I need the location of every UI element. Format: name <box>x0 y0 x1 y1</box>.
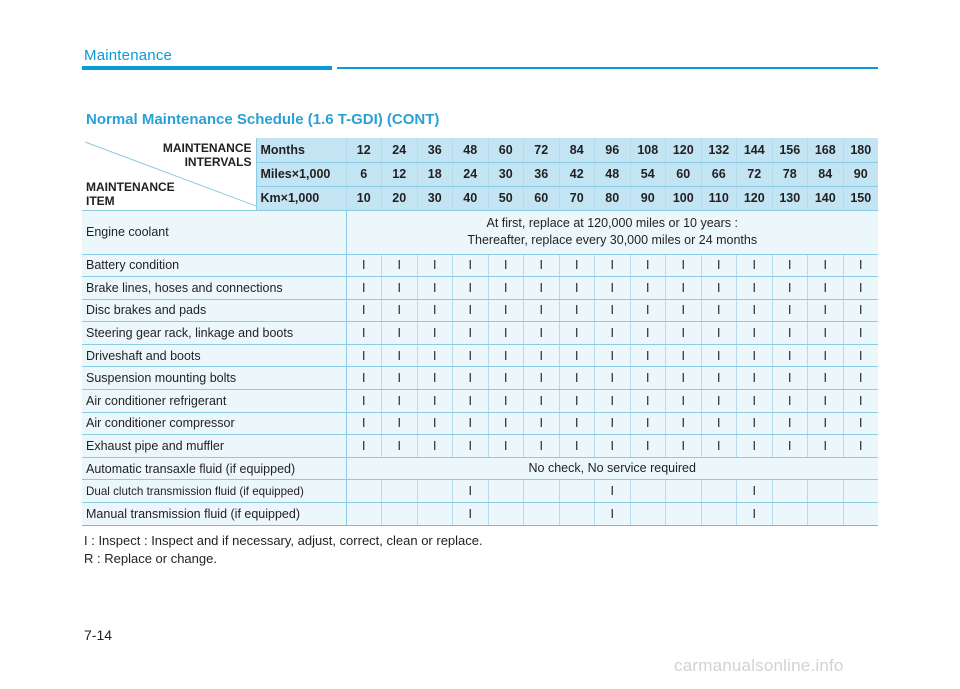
schedule-cell: I <box>595 277 631 300</box>
schedule-cell: I <box>808 322 844 345</box>
schedule-cell: I <box>453 480 489 503</box>
interval-value: 60 <box>666 162 702 186</box>
schedule-cell: I <box>630 254 666 277</box>
schedule-cell: I <box>559 390 595 413</box>
schedule-cell: I <box>666 390 702 413</box>
corner-top-line2: INTERVALS <box>184 155 252 169</box>
header-rule-thick <box>82 66 332 70</box>
interval-value: 66 <box>701 162 737 186</box>
schedule-cell: I <box>559 277 595 300</box>
interval-value: 36 <box>524 162 560 186</box>
interval-value: 10 <box>346 186 382 210</box>
interval-value: 100 <box>666 186 702 210</box>
schedule-cell: I <box>737 322 773 345</box>
schedule-cell: I <box>772 299 808 322</box>
schedule-cell: I <box>453 322 489 345</box>
schedule-cell: I <box>382 390 418 413</box>
schedule-cell: I <box>559 254 595 277</box>
interval-value: 72 <box>737 162 773 186</box>
schedule-cell: I <box>843 277 878 300</box>
schedule-cell: I <box>453 412 489 435</box>
schedule-cell: I <box>524 277 560 300</box>
table-row <box>82 210 878 254</box>
schedule-cell: I <box>595 503 631 526</box>
schedule-cell: I <box>488 435 524 458</box>
legend-inspect: I : Inspect : Inspect and if necessary, adjust, correct, clean or replace. <box>84 533 483 548</box>
schedule-cell: I <box>382 412 418 435</box>
schedule-cell <box>346 503 382 526</box>
interval-value: 6 <box>346 162 382 186</box>
schedule-cell: I <box>808 254 844 277</box>
table-row <box>82 503 878 526</box>
schedule-cell: I <box>666 277 702 300</box>
schedule-cell: I <box>346 322 382 345</box>
schedule-cell <box>488 480 524 503</box>
schedule-cell: I <box>701 344 737 367</box>
maintenance-item-label: Automatic transaxle fluid (if equipped) <box>82 457 346 480</box>
schedule-cell: I <box>417 390 453 413</box>
schedule-cell: I <box>346 254 382 277</box>
schedule-cell <box>701 503 737 526</box>
interval-value: 36 <box>417 138 453 162</box>
schedule-cell: I <box>737 412 773 435</box>
interval-value: 48 <box>595 162 631 186</box>
interval-value: 80 <box>595 186 631 210</box>
schedule-cell: I <box>843 390 878 413</box>
interval-value: 90 <box>630 186 666 210</box>
interval-value: 110 <box>701 186 737 210</box>
interval-value: 78 <box>772 162 808 186</box>
schedule-cell: I <box>808 390 844 413</box>
table-row <box>82 277 878 300</box>
schedule-cell: I <box>843 344 878 367</box>
maintenance-item-label: Steering gear rack, linkage and boots <box>82 322 346 345</box>
schedule-cell <box>417 480 453 503</box>
header-rule-thin <box>337 67 878 69</box>
schedule-cell: I <box>417 412 453 435</box>
schedule-cell: I <box>382 435 418 458</box>
maintenance-item-label: Air conditioner compressor <box>82 412 346 435</box>
schedule-cell: I <box>666 299 702 322</box>
interval-value: 20 <box>382 186 418 210</box>
schedule-cell: I <box>630 435 666 458</box>
schedule-cell: I <box>808 412 844 435</box>
table-row <box>82 435 878 458</box>
schedule-cell: I <box>701 390 737 413</box>
interval-unit-miles: Miles×1,000 <box>256 162 346 186</box>
table-row <box>82 344 878 367</box>
schedule-cell: I <box>346 435 382 458</box>
interval-value: 120 <box>666 138 702 162</box>
schedule-cell: I <box>595 344 631 367</box>
interval-value: 24 <box>382 138 418 162</box>
schedule-cell: I <box>630 299 666 322</box>
schedule-cell: I <box>701 435 737 458</box>
schedule-cell: I <box>559 299 595 322</box>
schedule-cell: I <box>737 254 773 277</box>
interval-value: 144 <box>737 138 773 162</box>
schedule-cell <box>524 480 560 503</box>
schedule-cell <box>382 480 418 503</box>
schedule-note-line2: Thereafter, replace every 30,000 miles or 24 months <box>467 233 758 247</box>
schedule-cell: I <box>843 435 878 458</box>
schedule-cell <box>666 503 702 526</box>
interval-value: 40 <box>453 186 489 210</box>
interval-row-months <box>82 138 878 162</box>
interval-value: 30 <box>417 186 453 210</box>
schedule-cell: I <box>382 344 418 367</box>
interval-value: 18 <box>417 162 453 186</box>
schedule-cell: I <box>772 390 808 413</box>
schedule-cell: I <box>843 367 878 390</box>
schedule-cell <box>843 480 878 503</box>
schedule-cell: I <box>737 344 773 367</box>
schedule-cell <box>630 503 666 526</box>
schedule-cell: I <box>524 322 560 345</box>
interval-value: 108 <box>630 138 666 162</box>
schedule-cell: I <box>524 367 560 390</box>
interval-unit-km: Km×1,000 <box>256 186 346 210</box>
schedule-cell: I <box>595 412 631 435</box>
schedule-cell: I <box>453 390 489 413</box>
schedule-cell: I <box>666 412 702 435</box>
schedule-cell: I <box>843 299 878 322</box>
corner-top-line1: MAINTENANCE <box>162 141 252 155</box>
schedule-cell: I <box>382 299 418 322</box>
schedule-cell: I <box>417 254 453 277</box>
schedule-cell: I <box>595 299 631 322</box>
schedule-cell: I <box>453 277 489 300</box>
interval-value: 168 <box>808 138 844 162</box>
schedule-cell: I <box>701 412 737 435</box>
schedule-cell: I <box>453 435 489 458</box>
schedule-cell: I <box>559 435 595 458</box>
header-corner-cell <box>82 138 256 210</box>
interval-value: 140 <box>808 186 844 210</box>
interval-unit-months: Months <box>256 138 346 162</box>
schedule-cell: I <box>843 322 878 345</box>
schedule-cell: I <box>808 344 844 367</box>
schedule-cell: I <box>701 254 737 277</box>
table-row <box>82 322 878 345</box>
interval-value: 70 <box>559 186 595 210</box>
schedule-cell <box>630 480 666 503</box>
schedule-cell: I <box>772 322 808 345</box>
schedule-cell <box>666 480 702 503</box>
schedule-cell: I <box>772 344 808 367</box>
schedule-cell: I <box>772 412 808 435</box>
schedule-cell: I <box>488 254 524 277</box>
schedule-cell: I <box>737 277 773 300</box>
schedule-cell: I <box>595 322 631 345</box>
schedule-cell: I <box>701 277 737 300</box>
schedule-cell: I <box>630 322 666 345</box>
schedule-cell: I <box>701 299 737 322</box>
table-row <box>82 457 878 480</box>
schedule-cell: I <box>559 367 595 390</box>
schedule-cell: I <box>417 344 453 367</box>
corner-bottom-line2: ITEM <box>86 194 115 208</box>
schedule-note <box>346 457 878 480</box>
schedule-cell <box>524 503 560 526</box>
schedule-cell: I <box>630 344 666 367</box>
schedule-cell: I <box>346 344 382 367</box>
legend-replace: R : Replace or change. <box>84 551 217 566</box>
schedule-cell: I <box>772 277 808 300</box>
schedule-cell: I <box>701 367 737 390</box>
schedule-cell: I <box>808 299 844 322</box>
schedule-cell: I <box>417 367 453 390</box>
maintenance-item-label: Air conditioner refrigerant <box>82 390 346 413</box>
schedule-cell: I <box>417 322 453 345</box>
schedule-cell: I <box>417 299 453 322</box>
maintenance-schedule-table <box>82 138 878 526</box>
schedule-cell: I <box>701 322 737 345</box>
schedule-cell: I <box>382 322 418 345</box>
schedule-cell: I <box>488 412 524 435</box>
schedule-cell <box>843 503 878 526</box>
schedule-cell: I <box>772 435 808 458</box>
maintenance-item-label: Engine coolant <box>82 210 346 254</box>
interval-value: 90 <box>843 162 878 186</box>
schedule-cell: I <box>524 390 560 413</box>
table-row <box>82 367 878 390</box>
table-row <box>82 390 878 413</box>
schedule-cell: I <box>488 277 524 300</box>
schedule-cell: I <box>630 367 666 390</box>
schedule-cell: I <box>595 367 631 390</box>
schedule-cell: I <box>453 344 489 367</box>
schedule-cell: I <box>453 503 489 526</box>
schedule-cell: I <box>808 435 844 458</box>
schedule-cell: I <box>524 435 560 458</box>
schedule-cell: I <box>524 344 560 367</box>
schedule-cell <box>559 480 595 503</box>
schedule-cell <box>559 503 595 526</box>
interval-value: 42 <box>559 162 595 186</box>
maintenance-item-label: Disc brakes and pads <box>82 299 346 322</box>
corner-bottom-line1: MAINTENANCE <box>86 180 175 194</box>
schedule-cell <box>772 503 808 526</box>
schedule-cell: I <box>382 277 418 300</box>
schedule-cell: I <box>737 299 773 322</box>
schedule-cell: I <box>346 277 382 300</box>
schedule-cell: I <box>666 367 702 390</box>
schedule-cell: I <box>524 299 560 322</box>
schedule-cell: I <box>843 412 878 435</box>
schedule-cell: I <box>524 254 560 277</box>
maintenance-item-label: Suspension mounting bolts <box>82 367 346 390</box>
schedule-cell: I <box>488 344 524 367</box>
schedule-cell: I <box>737 435 773 458</box>
schedule-cell <box>808 480 844 503</box>
schedule-cell: I <box>737 503 773 526</box>
schedule-cell: I <box>346 299 382 322</box>
schedule-cell: I <box>595 480 631 503</box>
interval-value: 60 <box>488 138 524 162</box>
maintenance-item-label: Manual transmission fluid (if equipped) <box>82 503 346 526</box>
schedule-cell: I <box>453 367 489 390</box>
schedule-cell: I <box>488 322 524 345</box>
interval-value: 48 <box>453 138 489 162</box>
schedule-cell: I <box>488 299 524 322</box>
schedule-cell <box>382 503 418 526</box>
schedule-cell: I <box>382 254 418 277</box>
schedule-cell: I <box>595 254 631 277</box>
schedule-cell: I <box>630 277 666 300</box>
interval-value: 180 <box>843 138 878 162</box>
interval-value: 132 <box>701 138 737 162</box>
section-label: Maintenance <box>84 47 173 64</box>
schedule-cell: I <box>346 367 382 390</box>
interval-value: 54 <box>630 162 666 186</box>
schedule-cell: I <box>772 254 808 277</box>
schedule-cell: I <box>488 367 524 390</box>
interval-value: 96 <box>595 138 631 162</box>
table-row <box>82 412 878 435</box>
schedule-note <box>346 210 878 254</box>
interval-value: 120 <box>737 186 773 210</box>
schedule-cell: I <box>772 367 808 390</box>
schedule-cell: I <box>595 435 631 458</box>
interval-value: 150 <box>843 186 878 210</box>
schedule-cell: I <box>666 344 702 367</box>
schedule-cell <box>772 480 808 503</box>
interval-value: 12 <box>382 162 418 186</box>
schedule-cell: I <box>666 322 702 345</box>
schedule-cell: I <box>417 277 453 300</box>
schedule-cell <box>808 503 844 526</box>
schedule-title: Normal Maintenance Schedule (1.6 T-GDI) (CONT) <box>86 111 440 128</box>
interval-value: 30 <box>488 162 524 186</box>
interval-value: 84 <box>559 138 595 162</box>
maintenance-item-label: Driveshaft and boots <box>82 344 346 367</box>
corner-intervals-label <box>163 141 252 169</box>
interval-value: 130 <box>772 186 808 210</box>
schedule-cell: I <box>559 412 595 435</box>
schedule-cell: I <box>382 367 418 390</box>
schedule-cell: I <box>808 277 844 300</box>
schedule-cell: I <box>346 412 382 435</box>
maintenance-item-label: Exhaust pipe and muffler <box>82 435 346 458</box>
schedule-cell: I <box>808 367 844 390</box>
schedule-cell: I <box>524 412 560 435</box>
schedule-cell: I <box>630 412 666 435</box>
schedule-note-line1: At first, replace at 120,000 miles or 10 years : <box>486 216 738 230</box>
schedule-cell: I <box>737 367 773 390</box>
schedule-cell: I <box>488 390 524 413</box>
schedule-note-line1: No check, No service required <box>528 461 696 476</box>
table-row <box>82 480 878 503</box>
interval-value: 84 <box>808 162 844 186</box>
interval-value: 72 <box>524 138 560 162</box>
schedule-cell: I <box>843 254 878 277</box>
schedule-cell: I <box>666 254 702 277</box>
table-row <box>82 299 878 322</box>
schedule-cell: I <box>737 390 773 413</box>
schedule-cell: I <box>595 390 631 413</box>
maintenance-item-label: Brake lines, hoses and connections <box>82 277 346 300</box>
schedule-cell <box>701 480 737 503</box>
interval-value: 12 <box>346 138 382 162</box>
schedule-cell: I <box>453 254 489 277</box>
schedule-cell: I <box>559 344 595 367</box>
schedule-cell: I <box>453 299 489 322</box>
maintenance-item-label: Dual clutch transmission fluid (if equipped) <box>82 480 346 503</box>
schedule-cell: I <box>559 322 595 345</box>
schedule-cell: I <box>666 435 702 458</box>
schedule-cell <box>346 480 382 503</box>
schedule-cell: I <box>346 390 382 413</box>
schedule-cell: I <box>630 390 666 413</box>
schedule-cell: I <box>737 480 773 503</box>
schedule-cell: I <box>417 435 453 458</box>
interval-value: 60 <box>524 186 560 210</box>
corner-item-label <box>86 180 175 208</box>
maintenance-item-label: Battery condition <box>82 254 346 277</box>
schedule-cell <box>488 503 524 526</box>
interval-value: 50 <box>488 186 524 210</box>
site-watermark: carmanualsonline.info <box>674 656 844 675</box>
interval-value: 156 <box>772 138 808 162</box>
schedule-cell <box>417 503 453 526</box>
interval-value: 24 <box>453 162 489 186</box>
page-number: 7-14 <box>84 627 113 643</box>
table-row <box>82 254 878 277</box>
